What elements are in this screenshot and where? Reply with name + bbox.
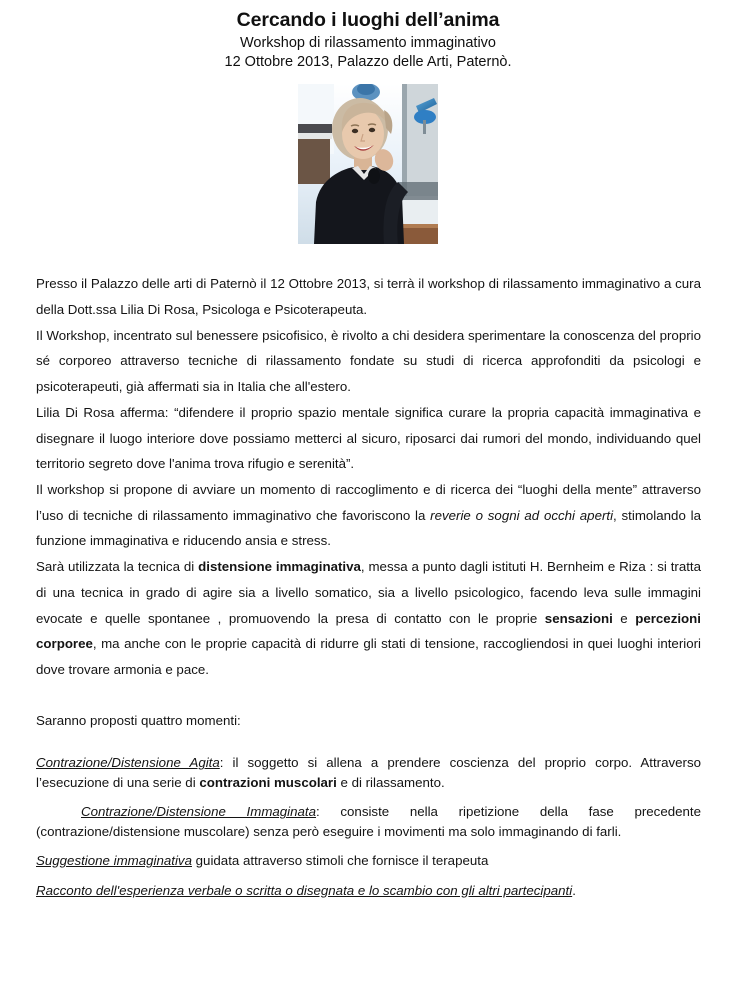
- distensione-part-3: e: [612, 610, 636, 626]
- distensione-part-1: Sarà utilizzata la tecnica di: [36, 559, 199, 575]
- paragraph-distensione: [36, 554, 701, 683]
- moment-3-heading: Suggestione immaginativa: [36, 853, 192, 869]
- spacer-before-moment-1: [36, 733, 701, 753]
- spacer-before-moment-2: [36, 792, 701, 802]
- moment-1-part-2: e di rilassamento.: [336, 774, 445, 790]
- subtitle-line-2: 12 Ottobre 2013, Palazzo delle Arti, Paternò.: [224, 54, 512, 71]
- moment-1-bold-term: contrazioni muscolari: [199, 774, 337, 790]
- photo-illustration: [298, 84, 438, 244]
- techniques-italic-reverie: reverie o sogni ad occhi aperti: [430, 507, 614, 523]
- document-body: [36, 244, 701, 900]
- distensione-part-2: , messa a punto dagli istituti H. Bernheim e Riza : si tratta di una tecnica in grado di agire sia a livello somatico, sia a livello psicologico, facendo leva sulle immagini evocate e quelle spontanee , promuovendo la presa di contatto con le proprie: [36, 559, 702, 626]
- moment-2-part-1: : consiste nella ripetizione della fase precedente (contrazione/distensione muscolare) senza però eseguire i movimenti ma solo immaginando di farli.: [36, 804, 701, 839]
- page-title: Cercando i luoghi dell’anima: [236, 9, 500, 31]
- techniques-part-1: Il workshop si propone di avviare un momento di raccoglimento e di ricerca dei “luoghi della mente” attraverso l’uso di tecniche di rilassamento immaginativo che favoriscono la: [36, 481, 701, 523]
- moment-3: [36, 851, 701, 871]
- subtitle-line-1: Workshop di rilassamento immaginativo: [239, 35, 496, 52]
- document-header: [0, 0, 736, 72]
- moment-4-part-1: .: [572, 882, 576, 898]
- photo-container: [0, 84, 736, 244]
- paragraph-four-moments-lead: Saranno proposti quattro momenti:: [36, 712, 241, 728]
- moment-2-heading: Contrazione/Distensione Immaginata: [81, 804, 317, 820]
- moment-2: [36, 802, 701, 841]
- spacer-before-moment-3: [36, 841, 701, 851]
- moment-1-heading: Contrazione/Distensione Agita: [36, 755, 220, 771]
- presenter-photo: [298, 84, 438, 244]
- distensione-bold-percezioni: percezioni corporee: [36, 610, 701, 652]
- moment-1-part-1: : il soggetto si allena a prendere coscienza del proprio corpo. Attraverso l’esecuzione di una serie di: [36, 755, 701, 790]
- spacer-before-moment-4: [36, 871, 701, 881]
- paragraph-quote: Lilia Di Rosa afferma: “difendere il proprio spazio mentale significa curare la propria capacità immaginativa e disegnare il luogo interiore dove possiamo metterci al sicuro, riposarci dai rumori del mondo, individuando quel territorio segreto dove l'anima trova rifugio e serenità”.: [36, 404, 701, 472]
- moment-4-heading: Racconto dell'esperienza verbale o scritta o disegnata e lo scambio con gli altri partecipanti: [36, 882, 573, 898]
- paragraph-techniques: [36, 477, 701, 554]
- paragraph-workshop-focus: Il Workshop, incentrato sul benessere psicofisico, è rivolto a chi desidera sperimentare la conoscenza del proprio sé corporeo attraverso tecniche di rilassamento fondate su studi di ricerca approfonditi da psicologi e psicoterapeuti, già affermati sia in Italia che all'estero.: [36, 327, 701, 395]
- moment-3-part-1: guidata attraverso stimoli che fornisce il terapeuta: [191, 853, 489, 869]
- moment-4: [36, 881, 701, 901]
- distensione-part-4: , ma anche con le proprie capacità di ridurre gli stati di tensione, raccogliendosi in quei luoghi interiori dove trovare armonia e pace.: [36, 636, 701, 677]
- distensione-bold-sensazioni: sensazioni: [544, 610, 613, 626]
- distensione-bold-term: distensione immaginativa: [198, 559, 361, 575]
- paragraph-intro: Presso il Palazzo delle arti di Paternò il 12 Ottobre 2013, si terrà il workshop di rilassamento immaginativo a cura della Dott.ssa Lilia Di Rosa, Psicologa e Psicoterapeuta.: [36, 276, 701, 318]
- moment-1: [36, 753, 701, 792]
- techniques-part-2: , stimolando la funzione immaginativa e riducendo ansia e stress.: [36, 507, 701, 549]
- spacer-before-list: [36, 683, 701, 708]
